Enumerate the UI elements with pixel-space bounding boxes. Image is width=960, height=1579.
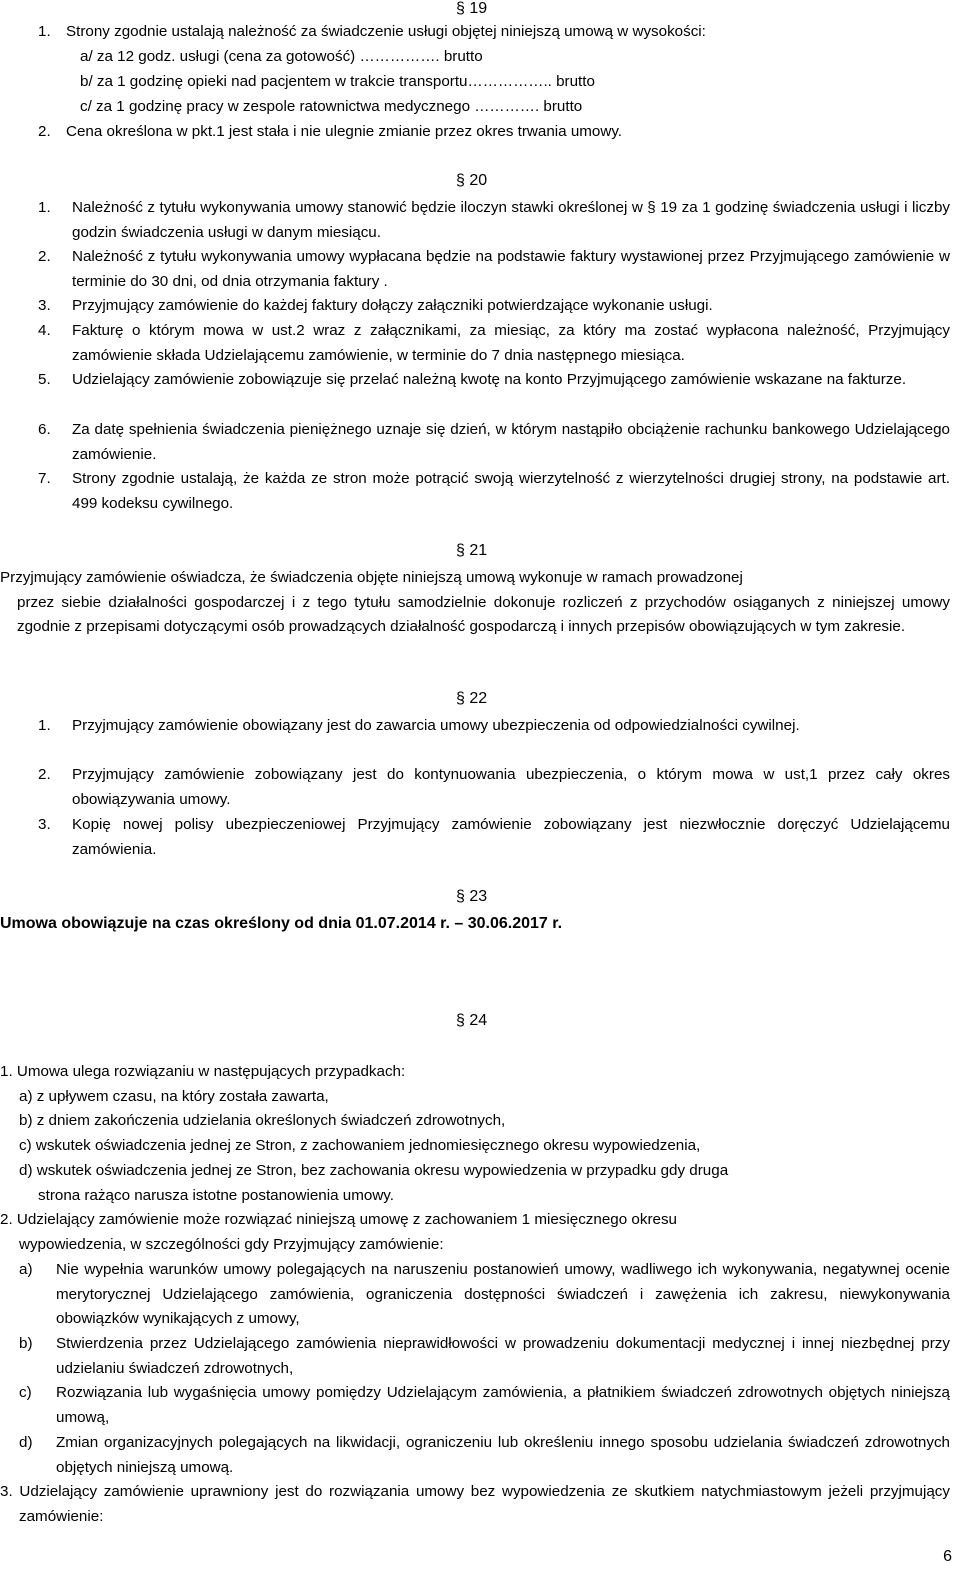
s19-item-2: [38, 120, 950, 145]
item-number: 1.: [38, 717, 51, 734]
item-text: Przyjmujący zamówienie zobowiązany jest do kontynuowania ubezpieczenia, o którym mowa w ust,1 przez cały okres obowiązywania umowy.: [72, 766, 950, 808]
s22-item-1: [38, 714, 950, 739]
s20-item-4: [38, 319, 950, 368]
letter-text: Zmian organizacyjnych polegających na likwidacji, ograniczeniu lub określeniu innego sposobu udzielania świadczeń zdrowotnych objętych niniejszą umową.: [56, 1434, 950, 1476]
item-number: 5.: [38, 371, 51, 388]
item-number: 6.: [38, 421, 51, 438]
item-text: Należność z tytułu wykonywania umowy wypłacana będzie na podstawie faktury wystawionej przez Przyjmującego zamówienie w terminie do 30 dni, od dnia otrzymania faktury .: [72, 248, 950, 290]
s24-point-2-intro-cont: wypowiedzenia, w szczególności gdy Przyjmujący zamówienie:: [19, 1235, 444, 1253]
letter-text: Stwierdzenia przez Udzielającego zamówienia nieprawidłowości w prowadzeniu dokumentacji medycznej i innej niezbędnej przy udzielaniu świadczeń zdrowotnych,: [56, 1335, 950, 1377]
item-number: 2.: [38, 248, 51, 265]
s21-continuation: przez siebie działalności gospodarczej i z tego tytułu samodzielnie dokonuje rozliczeń z przychodów osiąganych z niniejszej umowy zgodnie z przepisami dotyczącymi osób prowadzących działalność gospodarczą i innych przepisów obowiązujących w tym zakresie.: [17, 593, 950, 636]
s23-term-statement: Umowa obowiązuje na czas określony od dnia 01.07.2014 r. – 30.06.2017 r.: [0, 915, 563, 932]
section-24-header: § 24: [456, 1012, 488, 1029]
item-text: Przyjmujący zamówienie obowiązany jest do zawarcia umowy ubezpieczenia od odpowiedzialności cywilnej.: [72, 717, 800, 734]
s20-item-1: [38, 196, 950, 245]
s20-item-3: [38, 294, 950, 319]
item-text: Kopię nowej polisy ubezpieczeniowej Przyjmujący zamówienie zobowiązany jest niezwłocznie doręczyć Udzielającemu zamówienia.: [72, 816, 950, 858]
s24-point-1-c: c) wskutek oświadczenia jednej ze Stron, z zachowaniem jednomiesięcznego okresu wypowiedzenia,: [19, 1137, 701, 1155]
s20-item-2: [38, 245, 950, 294]
item-number: 3.: [38, 816, 51, 833]
s19-item-1-line-1: Strony zgodnie ustalają należność za świadczenie usługi objętej niniejszą umową w wysokości:: [66, 23, 706, 40]
s24-letter-a: [19, 1258, 950, 1332]
item-number: 4.: [38, 322, 51, 339]
item-text: Strony zgodnie ustalają, że każda ze stron może potrącić swoją wierzytelność z wierzytelności drugiej strony, na podstawie art. 499 kodeksu cywilnego.: [72, 470, 950, 512]
s21-paragraph: [0, 566, 950, 640]
s24-point-2-intro: 2. Udzielający zamówienie może rozwiązać niniejszą umowę z zachowaniem 1 miesięcznego okresu: [0, 1211, 677, 1229]
item-number: 3.: [38, 297, 51, 314]
s24-letter-b: [19, 1332, 950, 1381]
letter-label: b): [19, 1335, 33, 1352]
s19-line-a: a/ za 12 godz. usługi (cena za gotowość) ……………. brutto: [80, 48, 483, 65]
s24-point-1-d-cont: strona rażąco narusza istotne postanowienia umowy.: [38, 1186, 394, 1204]
item-number: 1.: [38, 199, 51, 216]
page-number: 6: [943, 1548, 952, 1565]
s24-point-1-b: b) z dniem zakończenia udzielania określonych świadczeń zdrowotnych,: [19, 1112, 506, 1130]
section-23-header: § 23: [456, 888, 488, 905]
section-20-header: § 20: [456, 172, 488, 189]
item-text: Przyjmujący zamówienie do każdej faktury dołączy załączniki potwierdzające wykonanie usługi.: [72, 297, 713, 314]
s24-point-3-text: 3. Udzielający zamówienie uprawniony jest do rozwiązania umowy bez wypowiedzenia ze skutkiem natychmiastowym jeżeli przyjmujący zamówienie:: [0, 1483, 950, 1525]
s24-letter-c: [19, 1381, 950, 1430]
s22-item-3: [38, 813, 950, 862]
letter-label: a): [19, 1261, 33, 1278]
section-21-header: § 21: [456, 542, 488, 559]
s24-point-1-d: d) wskutek oświadczenia jednej ze Stron, bez zachowania okresu wypowiedzenia w przypadku gdy druga: [19, 1161, 729, 1179]
s20-item-7: [38, 467, 950, 516]
s19-item-1: [38, 20, 950, 45]
s24-point-1-intro: 1. Umowa ulega rozwiązaniu w następujących przypadkach:: [0, 1063, 406, 1080]
s24-letter-d: [19, 1431, 950, 1480]
s20-item-5: [38, 368, 950, 393]
section-22-header: § 22: [456, 690, 488, 707]
item-number: 7.: [38, 470, 51, 487]
letter-label: c): [19, 1384, 32, 1401]
letter-text: Rozwiązania lub wygaśnięcia umowy pomiędzy Udzielającym zamówienia, a płatnikiem świadczeń zdrowotnych objętych niniejszą umową,: [56, 1384, 950, 1426]
item-number: 2.: [38, 766, 51, 783]
s20-item-6: [38, 418, 950, 467]
s21-first-line: Przyjmujący zamówienie oświadcza, że świadczenia objęte niniejszą umową wykonuje w ramach prowadzonej: [0, 569, 743, 586]
s24-point-1-a: a) z upływem czasu, na który została zawarta,: [19, 1087, 329, 1105]
section-19-header: § 19: [456, 0, 488, 17]
item-number: 2.: [38, 123, 51, 140]
letter-label: d): [19, 1434, 33, 1451]
letter-text: Nie wypełnia warunków umowy polegających na naruszeniu postanowień umowy, wadliwego ich wykonywania, negatywnej ocenie merytorycznej Udzielającego zamówienia, ograniczenia dostępności świadczeń i zawężenia ich zakresu, niewykonywania obowiązków wynikających z umowy,: [56, 1261, 950, 1328]
item-text: Fakturę o którym mowa w ust.2 wraz z załącznikami, za miesiąc, za który ma zostać wypłacona należność, Przyjmujący zamówienie składa Udzielającemu zamówienie, w terminie do 7 dnia następnego miesiąca.: [72, 322, 950, 364]
item-text: Za datę spełnienia świadczenia pieniężnego uznaje się dzień, w którym nastąpiło obciążenie rachunku bankowego Udzielającego zamówienie.: [72, 421, 950, 463]
s22-item-2: [38, 763, 950, 812]
item-text: Udzielający zamówienie zobowiązuje się przelać należną kwotę na konto Przyjmującego zamówienie wskazane na fakturze.: [72, 371, 907, 388]
s24-point-3: [0, 1480, 950, 1529]
item-text: Należność z tytułu wykonywania umowy stanowić będzie iloczyn stawki określonej w § 19 za 1 godzinę świadczenia usługi i liczby godzin świadczenia usługi w danym miesiącu.: [72, 199, 950, 241]
s19-item-2-text: Cena określona w pkt.1 jest stała i nie ulegnie zmianie przez okres trwania umowy.: [66, 123, 623, 140]
s24-point-1: [0, 1060, 950, 1258]
item-number: 1.: [38, 23, 51, 40]
s19-line-b: b/ za 1 godzinę opieki nad pacjentem w trakcie transportu…………….. brutto: [80, 73, 595, 90]
s19-line-c: c/ za 1 godzinę pracy w zespole ratownictwa medycznego …………. brutto: [80, 98, 583, 115]
